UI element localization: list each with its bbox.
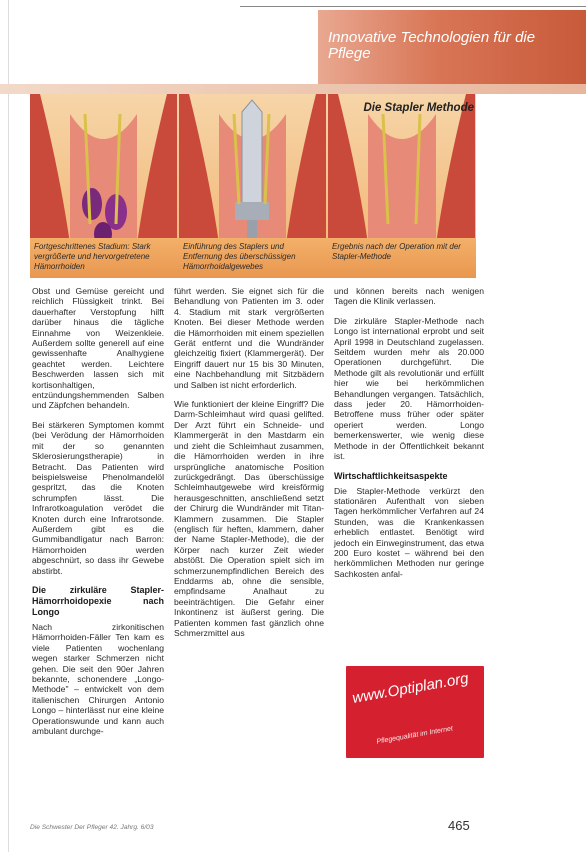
col3-paragraph-3: Die Stapler-Methode verkürzt den stationären Aufenthalt von sieben Tagen herkömmlicher Verfahren auf 24 Stunden, was die Krankenkassen erheblich entlastet. Benötigt wird jedoch ein Einweginstrument, das etwa 200 Euro kostet – während bei den herkömmlichen Methoden nur geringe Sachkosten anfal-: [334, 485, 484, 579]
banner-title: Innovative Technologien für die Pflege: [328, 29, 536, 62]
ad-url[interactable]: www.Optiplan.org: [351, 669, 470, 707]
text-column-2: [174, 286, 324, 647]
section-banner: [318, 10, 586, 84]
caption-band: [30, 238, 476, 278]
page-spine: [8, 0, 9, 852]
col1-heading: Die zirkuläre Stapler-Hämorrhoidopexie nach Longo: [32, 584, 164, 617]
text-column-1: [32, 286, 164, 745]
col3-paragraph-2: Die zirkuläre Stapler-Methode nach Longo ist international erprobt und seit April 1998 in Deutschland zugelassen. Seitdem wurden mehr als 20.000 Operationen durchgeführt. Die Methode gilt als revolutionär und erfüllt hier wie bei herkömmlichen Behandlungen vergangen. Tatsächlich, dass jeder 20. Hämorrhoiden-Betroffene muss früher oder später operiert werden. Longo bemerkenswerter, wie wenig diese Methode in der Öffentlichkeit bekannt ist.: [334, 315, 484, 462]
col1-paragraph-1: Obst und Gemüse gereicht und reichlich Flüssigkeit trinkt. Bei dauerhafter Verstopfung hilft darüber hinaus die tägliche Einnahme von Weizenkleie. Außerdem sollte generell auf eine gewissenhafte Analhygiene geachtet werden. Leichtere Beschwerden lassen sich mit kortisonhaltigen, entzündungshemmenden Salben und Zäpfchen behandeln.: [32, 286, 164, 411]
col3-heading: Wirtschaftlichkeitsaspekte: [334, 470, 448, 481]
col1-paragraph-2: Bei stärkeren Symptomen kommt (bei Verödung der Hämorrhoiden mit der so genannten Sklerosierungstherapie) in Betracht. Das Patienten wird beispielsweise Phenolmandelöl gespritzt, das die Knoten schrumpfen lässt. Die Infrarotkoagulation verödet die Knoten durch eine Infrarotsonde. Außerdem gibt es die Gummibandligatur nach Barron: Hämorrhoiden werden abgeschnürt, so dass ihr Gewebe abstirbt.: [32, 419, 164, 576]
caption-after: Ergebnis nach der Operation mit der Stapler-Methode: [332, 242, 461, 261]
ad-content: [351, 669, 482, 746]
col2-paragraph-1: führt werden. Sie eignet sich für die Behandlung von Patienten im 3. oder 4. Stadium mit stark vergrößerten Knoten. Bei dieser Methode werden die Hämorrhoiden mit einem speziellen Gerät entfernt und die Wundränder gleichzeitig fixiert (Klammergerät). Der Eingriff dauert nur 15 bis 30 Minuten, eine Nachbehandlung mit Sitzbädern und Salben ist nicht erforderlich.: [174, 286, 324, 390]
top-rule: [240, 6, 586, 7]
banner-stripe: [0, 84, 586, 94]
journal-footer: Die Schwester Der Pfleger 42. Jahrg. 6/03: [30, 824, 154, 831]
caption-stapler: Einführung des Staplers und Entfernung des überschüssigen Hämorrhoidalgewebes: [183, 242, 296, 271]
col1-paragraph-3: Nach zirkonitischen Hämorrhoiden-Fäller Ten kam es viele Patienten wochenlang wegen starker Schmerzen nicht gehen. Die seit den 90er Jahren bekannte, schonendere „Longo-Methode" – entwickelt von dem italienischen Chirurgen Antonio Longo – hinterlässt nur eine kleine Operationswunde und kann auch ambulant durchge-: [32, 621, 164, 737]
caption-before: Fortgeschrittenes Stadium: Stark vergrößerte und hervorgetretene Hämorrhoiden: [34, 242, 151, 271]
text-column-3: [334, 286, 484, 588]
optiplan-advertisement[interactable]: [346, 666, 484, 758]
method-label: Die Stapler Methode: [363, 102, 474, 114]
page-number: 465: [448, 818, 470, 833]
col2-paragraph-2: Wie funktioniert der kleine Eingriff? Die Darm-Schleimhaut wird quasi gelifted. Der Arzt führt ein Schneide- und Klammergerät in den Mastdarm ein und zieht die Schleimhaut zusammen, die Hämorrhoiden werden in ihre ursprüngliche anatomische Position zurückgedrängt. Das überschüssige Schleimhautgewebe wird kreisförmig herausgeschnitten, anschließend setzt der Chirurg die Wundränder mit Titan-Klammern zusammen. Die Stapler (englisch für heften, klammern, daher der Name Stapler-Methode), die der Körper nach kurzer Zeit wieder abstößt. Die Operation spielt sich im schmerzunempfindlichen Bereich des Enddarms ab, ohne die sensible, empfindsame Analhaut zu beeinträchtigen. Die Gefahr einer Inkontinenz ist äußerst gering. Die Patienten kommen fast gänzlich ohne Schmerzmittel aus: [174, 399, 324, 638]
ad-tagline: Pflegequalität im Internet: [375, 725, 454, 746]
col3-paragraph-1: und können bereits nach wenigen Tagen die Klinik verlassen.: [334, 286, 484, 307]
